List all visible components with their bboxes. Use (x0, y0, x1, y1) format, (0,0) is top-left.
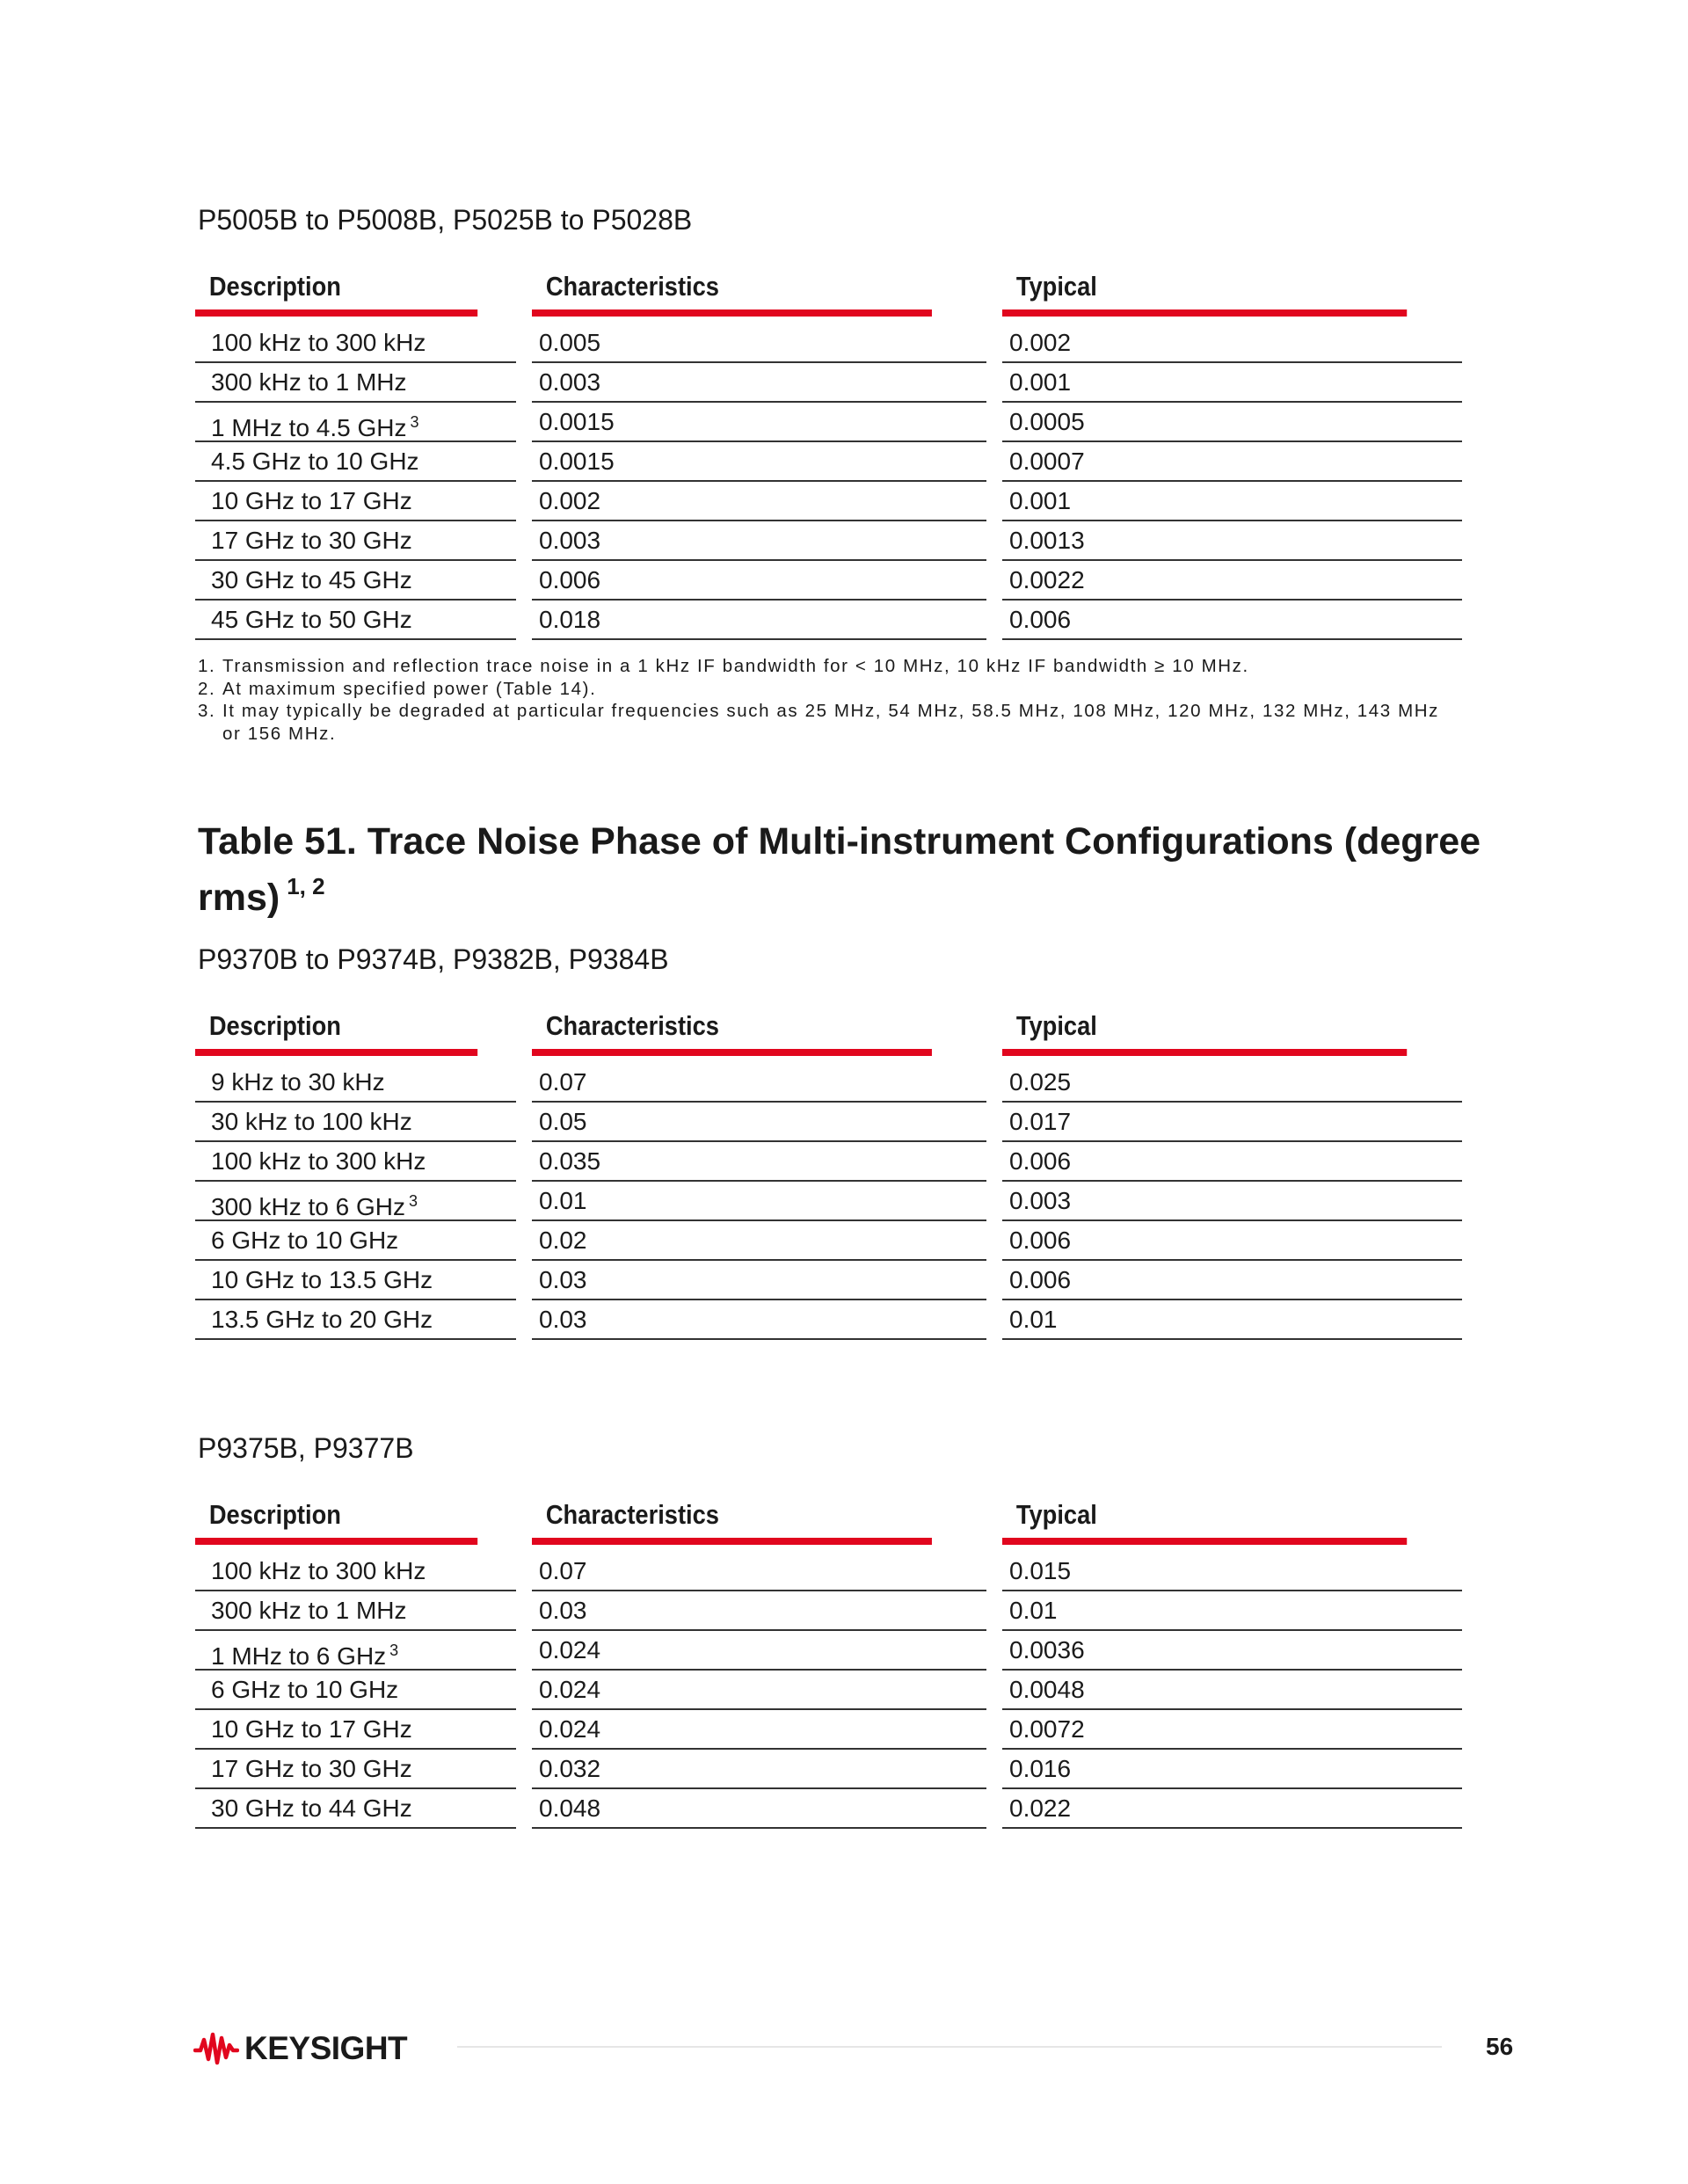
cell-description: 45 GHz to 50 GHz (195, 601, 516, 640)
cell-description: 17 GHz to 30 GHz (195, 521, 516, 561)
cell-characteristics: 0.006 (532, 561, 986, 601)
table-row (195, 1142, 1462, 1182)
cell-characteristics: 0.02 (532, 1221, 986, 1261)
cell-description: 100 kHz to 300 kHz (195, 1142, 516, 1182)
cell-typical: 0.001 (1002, 482, 1462, 521)
cell-typical: 0.0007 (1002, 442, 1462, 482)
spec-table (195, 1005, 1462, 1340)
table-row (195, 1063, 1462, 1103)
cell-characteristics: 0.0015 (532, 403, 986, 442)
cell-typical: 0.006 (1002, 1142, 1462, 1182)
cell-typical: 0.003 (1002, 1182, 1462, 1221)
column-header-typical: Typical (1002, 1494, 1407, 1545)
cell-typical: 0.016 (1002, 1750, 1462, 1789)
cell-typical: 0.0022 (1002, 561, 1462, 601)
footnote-number: 1. (198, 656, 216, 676)
table-row (195, 1750, 1462, 1789)
table-row (195, 601, 1462, 640)
footer-divider (457, 2046, 1442, 2048)
section-subheading: P5005B to P5008B, P5025B to P5028B (198, 204, 693, 236)
cell-typical: 0.022 (1002, 1789, 1462, 1829)
cell-description: 300 kHz to 6 GHz $^3$ (195, 1182, 516, 1221)
table-header-row (195, 1494, 1462, 1552)
cell-typical: 0.0072 (1002, 1710, 1462, 1750)
cell-description: 17 GHz to 30 GHz (195, 1750, 516, 1789)
cell-characteristics: 0.024 (532, 1631, 986, 1671)
cell-characteristics: 0.002 (532, 482, 986, 521)
table-body (195, 1063, 1462, 1340)
cell-characteristics: 0.024 (532, 1710, 986, 1750)
cell-description: 10 GHz to 17 GHz (195, 1710, 516, 1750)
footnote-ref: 3 (410, 413, 419, 431)
table-body (195, 1552, 1462, 1829)
column-header-description: Description (195, 266, 477, 317)
footnote-text: Transmission and reflection trace noise in a 1 kHz IF bandwidth for < 10 MHz, 10 kHz IF bandwidth ≥ 10 MHz. (222, 656, 1249, 676)
cell-typical: 0.001 (1002, 363, 1462, 403)
cell-typical: 0.006 (1002, 1221, 1462, 1261)
section-subheading: P9375B, P9377B (198, 1432, 414, 1464)
footnote-text: At maximum specified power (Table 14). (222, 678, 597, 699)
cell-description: 30 kHz to 100 kHz (195, 1103, 516, 1142)
spec-table (195, 1494, 1462, 1829)
keysight-wave-icon (193, 2031, 239, 2066)
table-header-row (195, 266, 1462, 324)
cell-description: 1 MHz to 6 GHz $^3$ (195, 1631, 516, 1671)
table-row (195, 1591, 1462, 1631)
cell-typical: 0.0036 (1002, 1631, 1462, 1671)
table-row (195, 1300, 1462, 1340)
cell-description: 1 MHz to 4.5 GHz $^3$ (195, 403, 516, 442)
cell-description: 10 GHz to 17 GHz (195, 482, 516, 521)
cell-typical: 0.0048 (1002, 1671, 1462, 1710)
cell-description: 6 GHz to 10 GHz (195, 1671, 516, 1710)
column-header-description: Description (195, 1494, 477, 1545)
footnote-number: 2. (198, 678, 216, 699)
cell-description: 9 kHz to 30 kHz (195, 1063, 516, 1103)
cell-characteristics: 0.03 (532, 1261, 986, 1300)
cell-characteristics: 0.0015 (532, 442, 986, 482)
cell-characteristics: 0.005 (532, 324, 986, 363)
cell-characteristics: 0.035 (532, 1142, 986, 1182)
cell-characteristics: 0.07 (532, 1063, 986, 1103)
table-header-row (195, 1005, 1462, 1063)
cell-typical: 0.006 (1002, 1261, 1462, 1300)
cell-description: 300 kHz to 1 MHz (195, 363, 516, 403)
cell-characteristics: 0.018 (532, 601, 986, 640)
cell-characteristics: 0.03 (532, 1591, 986, 1631)
table-row (195, 1261, 1462, 1300)
table-row (195, 1710, 1462, 1750)
cell-typical: 0.0005 (1002, 403, 1462, 442)
cell-typical: 0.01 (1002, 1300, 1462, 1340)
page-number: 56 (1486, 2033, 1514, 2060)
footnote-text: It may typically be degraded at particular frequencies such as 25 MHz, 54 MHz, 58.5 MHz, 108 MHz, 120 MHz, 132 MHz, 143 MHz or 156 MHz. (222, 701, 1440, 744)
cell-characteristics: 0.024 (532, 1671, 986, 1710)
cell-characteristics: 0.05 (532, 1103, 986, 1142)
cell-typical: 0.025 (1002, 1063, 1462, 1103)
table-row (195, 1631, 1462, 1671)
table-title (198, 819, 1499, 921)
section-subheading: P9370B to P9374B, P9382B, P9384B (198, 943, 669, 975)
footnote (198, 678, 1464, 701)
brand-name: KEYSIGHT (244, 2030, 408, 2066)
column-header-characteristics: Characteristics (532, 266, 932, 317)
cell-characteristics: 0.032 (532, 1750, 986, 1789)
footnote-ref: 3 (408, 1192, 418, 1210)
cell-characteristics: 0.07 (532, 1552, 986, 1591)
column-header-typical: Typical (1002, 266, 1407, 317)
table-row (195, 482, 1462, 521)
table-row (195, 363, 1462, 403)
table-row (195, 1552, 1462, 1591)
cell-characteristics: 0.003 (532, 521, 986, 561)
column-header-description: Description (195, 1005, 477, 1056)
cell-typical: 0.015 (1002, 1552, 1462, 1591)
cell-description: 300 kHz to 1 MHz (195, 1591, 516, 1631)
cell-characteristics: 0.003 (532, 363, 986, 403)
footnote-ref: 3 (389, 1642, 399, 1659)
cell-typical: 0.01 (1002, 1591, 1462, 1631)
column-header-characteristics: Characteristics (532, 1005, 932, 1056)
table-row (195, 561, 1462, 601)
cell-typical: 0.017 (1002, 1103, 1462, 1142)
table-row (195, 521, 1462, 561)
footnote (198, 700, 1464, 745)
table-row (195, 1671, 1462, 1710)
cell-description: 100 kHz to 300 kHz (195, 1552, 516, 1591)
cell-description: 6 GHz to 10 GHz (195, 1221, 516, 1261)
table-row (195, 1221, 1462, 1261)
spec-table (195, 266, 1462, 640)
cell-description: 4.5 GHz to 10 GHz (195, 442, 516, 482)
column-header-characteristics: Characteristics (532, 1494, 932, 1545)
cell-description: 10 GHz to 13.5 GHz (195, 1261, 516, 1300)
cell-description: 30 GHz to 44 GHz (195, 1789, 516, 1829)
table-body (195, 324, 1462, 640)
table-row (195, 1103, 1462, 1142)
cell-typical: 0.006 (1002, 601, 1462, 640)
table-row (195, 442, 1462, 482)
cell-characteristics: 0.048 (532, 1789, 986, 1829)
cell-description: 13.5 GHz to 20 GHz (195, 1300, 516, 1340)
cell-typical: 0.0013 (1002, 521, 1462, 561)
table-row (195, 1789, 1462, 1829)
footnote-number: 3. (198, 701, 216, 721)
cell-description: 100 kHz to 300 kHz (195, 324, 516, 363)
cell-characteristics: 0.03 (532, 1300, 986, 1340)
keysight-logo (193, 2031, 407, 2066)
table-title-text: Table 51. Trace Noise Phase of Multi-instrument Configurations (degree rms) (198, 820, 1481, 919)
cell-typical: 0.002 (1002, 324, 1462, 363)
footnotes (198, 655, 1464, 745)
table-row (195, 324, 1462, 363)
cell-characteristics: 0.01 (532, 1182, 986, 1221)
footnote (198, 655, 1464, 678)
table-row (195, 403, 1462, 442)
table-row (195, 1182, 1462, 1221)
cell-description: 30 GHz to 45 GHz (195, 561, 516, 601)
table-title-footnote-refs: 1, 2 (287, 873, 325, 899)
column-header-typical: Typical (1002, 1005, 1407, 1056)
